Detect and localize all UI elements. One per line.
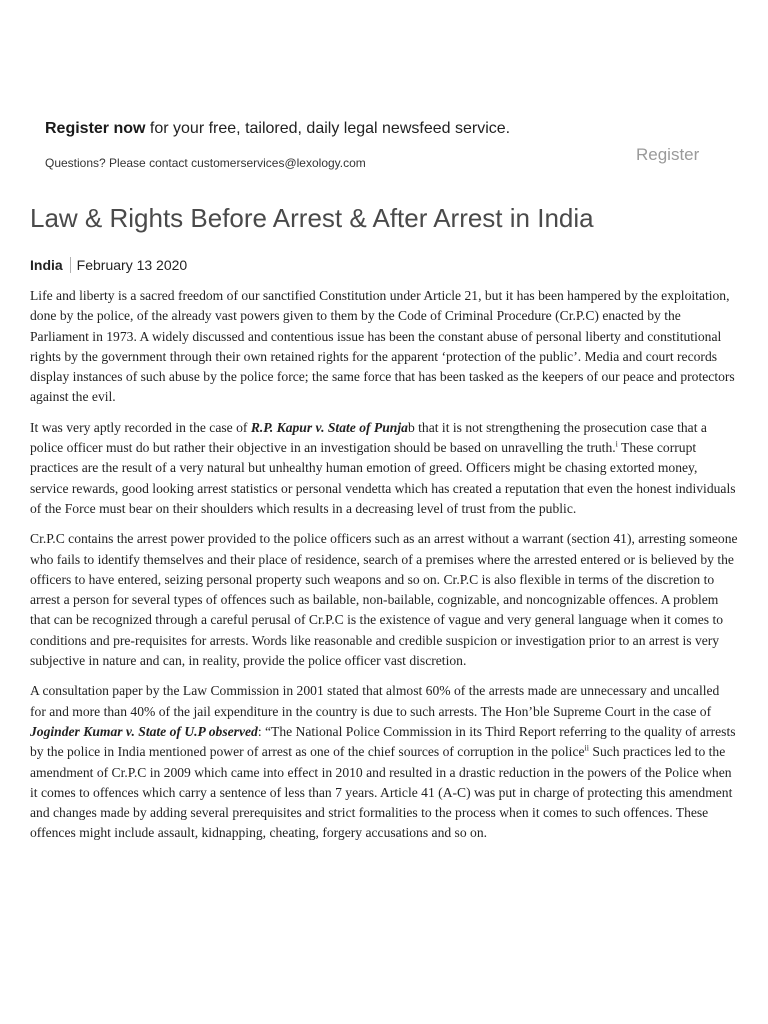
article-body <box>30 286 738 854</box>
footnote-ref-ii[interactable]: ii <box>584 743 589 753</box>
paragraph-4-text-a: A consultation paper by the Law Commission in 2001 stated that almost 60% of the arrests made are unnecessary and uncalled for and more than 40% of the jail expenditure in the country is due to such arrests. The Hon’ble Supreme Court in the case of <box>30 683 720 719</box>
case-name-joginder: Joginder Kumar v. State of U.P observed <box>30 723 258 739</box>
jurisdiction-link[interactable]: India <box>30 257 63 273</box>
paragraph-4-text-b: : “The National Police Commission in its Third Report referring to the quality of arrests by the police in India mentioned power of arrest as one of the chief sources of corruption in the police <box>30 723 736 760</box>
paragraph-4-text-c: Such practices led to the amendment of Cr.P.C in 2009 which came into effect in 2010 and resulted in a drastic reduction in the powers of the Police when it comes to offences which carry a sentence of less than 7 years. Article 41 (A-C) was put in charge of protecting this amendment and changes made by adding several prerequisites and strict formalities to the process when it comes to such offences. These offences might include assault, kidnapping, cheating, forgery accusations and so on. <box>30 744 733 841</box>
paragraph-2-text-c: These corrupt practices are the result of a very natural but unhealthy human emotion of greed. Officers might be chasing extorted money, service rewards, good looking arrest statistics or personal vendetta which has created a reputation that even the honest individuals of the Force must bear on their shoulders which results in a decreasing level of trust from the public. <box>30 440 736 516</box>
article-title: Law & Rights Before Arrest & After Arrest in India <box>30 203 594 233</box>
paragraph-4 <box>30 681 738 843</box>
footnote-ref-i[interactable]: i <box>615 439 618 449</box>
banner-contact-text <box>45 155 366 171</box>
paragraph-3: Cr.P.C contains the arrest power provided to the police officers such as an arrest without a warrant (section 41), arresting someone who fails to identify themselves and their place of residence, search of a premises where the arrested entered or is believed by the officers to have entered, seizing personal property such weapons and so on. Cr.P.C is also flexible in terms of the discretion to arrest a person for several types of offences such as bailable, non-bailable, cognizable, and noncognizable offences. A problem that can be recognized through a careful perusal of Cr.P.C is the existence of vague and very general language when it comes to conditions and pre-requisites for arrests. Words like reasonable and credible suspicion or investigation prior to an arrest is very subjective in nature and can, in reality, provide the police officer vast discretion. <box>30 531 738 669</box>
article-date: February 13 2020 <box>76 257 188 273</box>
banner-questions-label: Questions? Please contact <box>45 156 192 170</box>
paragraph-2 <box>30 418 738 519</box>
meta-divider <box>70 257 71 273</box>
paragraph-1: Life and liberty is a sacred freedom of our sanctified Constitution under Article 21, but it has been hampered by the exploitation, done by the police, of the already vast powers given to them by the Code of Criminal Procedure (Cr.P.C) enacted by the Parliament in 1973. A widely discussed and contentious issue has been the constant abuse of personal liberty and constitutional rights by the government through their own retained rights for the apparent ‘protection of the public’. Media and court records display instances of such abuse by the police force; the same force that has been tasked as the keepers of our peace and protectors against the evil. <box>30 288 735 405</box>
case-name-kapur: R.P. Kapur v. State of Punja <box>250 419 408 435</box>
paragraph-2-text-b: b that it is not strengthening the prosecution case that a police officer must do but rather their objective in an investigation should be based on unravelling the truth. <box>30 419 707 456</box>
register-button[interactable]: Register <box>636 145 700 164</box>
banner-promo-description: for your free, tailored, daily legal newsfeed service. <box>145 120 511 137</box>
contact-email-link[interactable]: customerservices@lexology.com <box>191 156 366 170</box>
paragraph-2-text-a: It was very aptly recorded in the case of <box>30 419 251 435</box>
banner-promo-text <box>45 119 735 139</box>
article-meta <box>30 256 187 274</box>
registration-banner <box>45 119 735 179</box>
register-now-link[interactable]: Register now <box>45 120 146 137</box>
